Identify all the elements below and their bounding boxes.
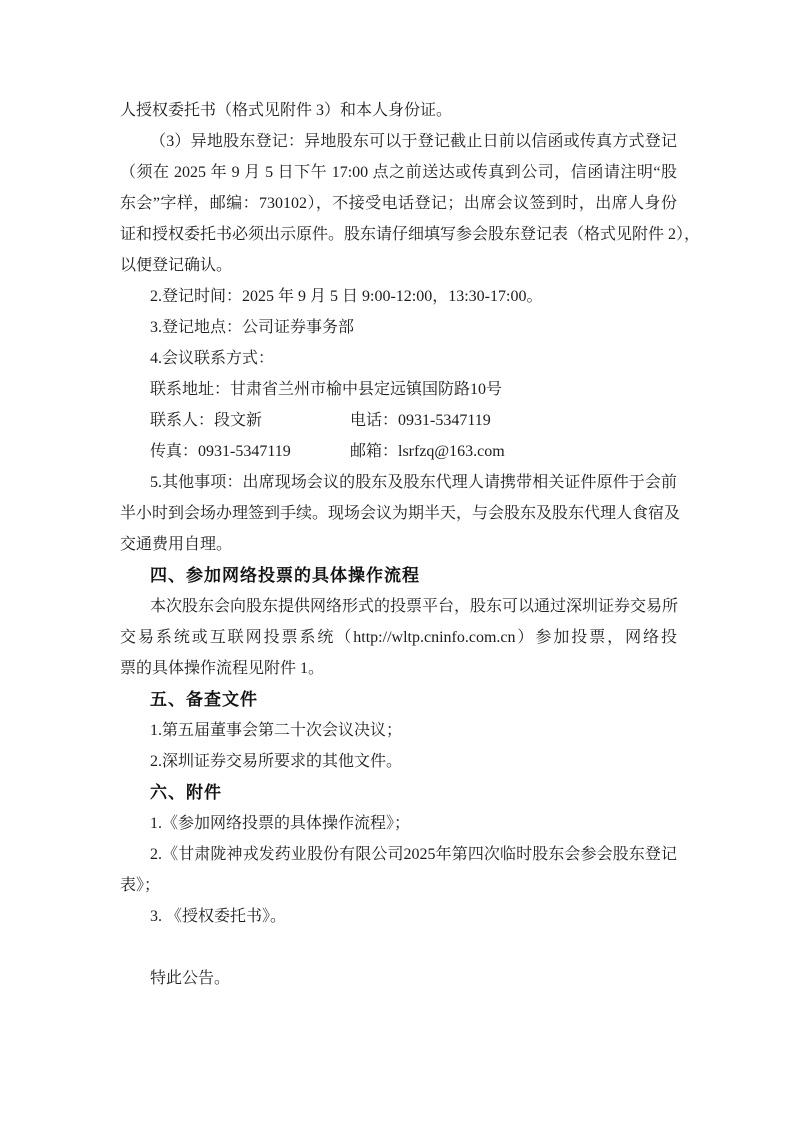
text-line: 特此公告。 xyxy=(150,970,231,987)
contact-row xyxy=(120,405,677,436)
text-line: 交易系统或互联网投票系统（http://wltp.cninfo.com.cn）参加投票，网络投 xyxy=(120,629,677,646)
text-line: 以便登记确认。 xyxy=(120,257,233,274)
contact-cell: 传真：0931-5347119 xyxy=(150,443,291,460)
text-line: 1.《参加网络投票的具体操作流程》； xyxy=(150,815,411,832)
text-line: 5.其他事项：出席现场会议的股东及股东代理人请携带相关证件原件于会前 xyxy=(150,474,677,491)
text-line: 证和授权委托书必须出示原件。股东请仔细填写参会股东登记表（格式见附件 2）， xyxy=(120,226,701,243)
blank-line xyxy=(120,932,677,963)
document-body xyxy=(120,95,701,994)
text-line: 交通费用自理。 xyxy=(120,536,233,553)
text-line: 票的具体操作流程见附件 1。 xyxy=(120,660,325,677)
text-line: 本次股东会向股东提供网络形式的投票平台，股东可以通过深圳证券交易所 xyxy=(150,598,679,615)
contact-cell: 联系人：段文新 xyxy=(150,412,263,429)
text-line: 东会”字样，邮编：730102），不接受电话登记；出席会议签到时，出席人身份 xyxy=(120,195,677,212)
text-line: 2.深圳证券交易所要求的其他文件。 xyxy=(150,753,403,770)
text-line: 表》； xyxy=(120,877,161,894)
text-line: 3.登记地点：公司证券事务部 xyxy=(150,319,355,336)
text-line: 联系地址：甘肃省兰州市榆中县定远镇国防路10号 xyxy=(150,381,503,398)
section-heading: 六、附件 xyxy=(150,783,222,802)
contact-row xyxy=(120,436,677,467)
text-line: 人授权委托书（格式见附件 3）和本人身份证。 xyxy=(120,102,453,119)
text-line: 2.《甘肃陇神戎发药业股份有限公司2025年第四次临时股东会参会股东登记 xyxy=(150,846,677,863)
text-line: 4.会议联系方式： xyxy=(150,350,275,367)
text-line: 1.第五届董事会第二十次会议决议； xyxy=(150,722,403,739)
text-line: （须在 2025 年 9 月 5 日下午 17:00 点之前送达或传真到公司，信函请注明“股 xyxy=(120,164,677,181)
section-heading: 四、参加网络投票的具体操作流程 xyxy=(150,566,420,585)
text-line: 3. 《授权委托书》。 xyxy=(150,908,287,925)
contact-cell: 电话：0931-5347119 xyxy=(350,412,491,429)
text-line: （3）异地股东登记：异地股东可以于登记截止日前以信函或传真方式登记 xyxy=(150,133,677,150)
text-line: 半小时到会场办理签到手续。现场会议为期半天，与会股东及股东代理人食宿及 xyxy=(120,505,681,522)
section-heading: 五、备查文件 xyxy=(150,690,258,709)
contact-cell: 邮箱：lsrfzq@163.com xyxy=(350,443,505,460)
text-line: 2.登记时间：2025 年 9 月 5 日 9:00-12:00，13:30-17:00。 xyxy=(150,288,543,305)
